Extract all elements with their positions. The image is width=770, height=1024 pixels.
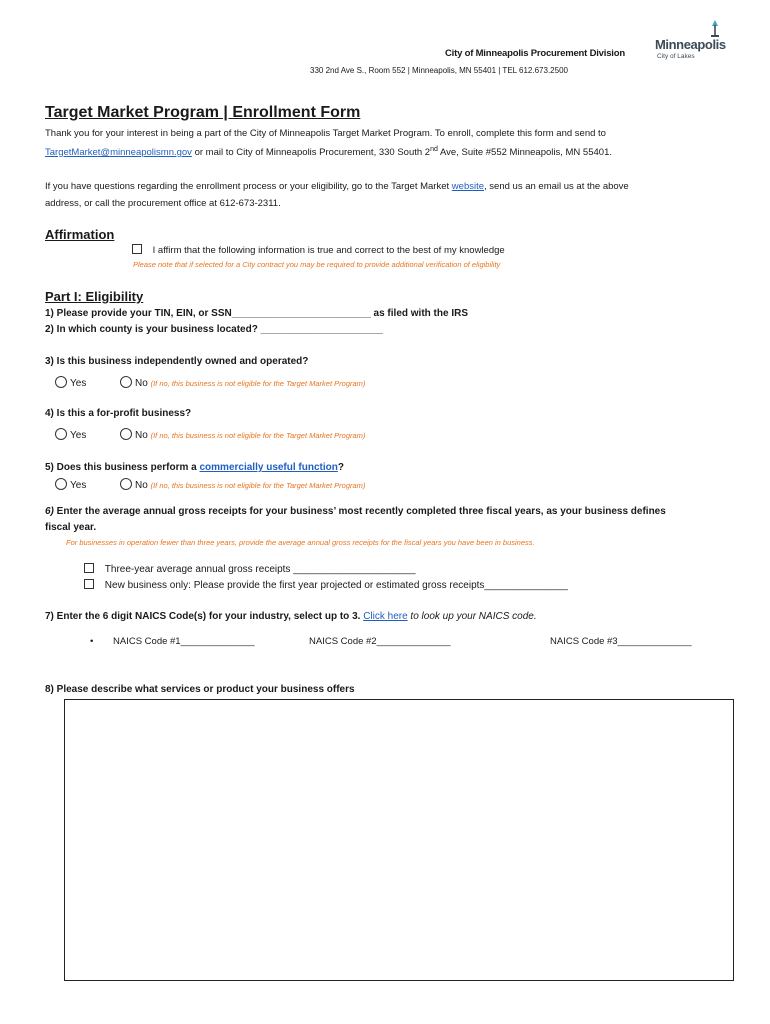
intro-line-1: Thank you for your interest in being a part of the City of Minneapolis Target Market Program. To enroll, complete this form and send to <box>45 128 606 139</box>
page-title: Target Market Program | Enrollment Form <box>45 104 361 121</box>
question-6-text: Enter the average annual gross receipts for your business’ most recently completed three fiscal years, as your business defines <box>53 506 666 517</box>
question-2: 2) In which county is your business located? ______________________ <box>45 324 383 335</box>
intro-line-3-text: If you have questions regarding the enrollment process or your eligibility, go to the Target Market <box>45 181 452 192</box>
intro-superscript: nd <box>430 146 438 153</box>
q3-yes-label: Yes <box>70 378 87 389</box>
q3-no-radio[interactable] <box>120 376 132 388</box>
question-8: 8) Please describe what services or product your business offers <box>45 684 355 695</box>
question-6-note: For businesses in operation fewer than three years, provide the average annual gross receipts for the fiscal years you have been in business. <box>66 538 535 547</box>
q4-no-option[interactable] <box>120 428 365 441</box>
intro-line-4: address, or call the procurement office at 612-673-2311. <box>45 198 281 209</box>
q4-no-radio[interactable] <box>120 428 132 440</box>
q6-option-1[interactable] <box>84 563 416 575</box>
question-6-number: 6) <box>45 506 54 517</box>
question-5 <box>45 462 344 473</box>
naics-code-3[interactable]: NAICS Code #3______________ <box>550 636 692 647</box>
intro-line-2 <box>45 146 612 158</box>
affirmation-checkbox[interactable] <box>132 244 142 254</box>
logo-subtitle: City of Lakes <box>657 53 695 60</box>
q5-yes-radio[interactable] <box>55 478 67 490</box>
header-division: City of Minneapolis Procurement Division <box>445 48 625 59</box>
website-link[interactable]: website <box>451 181 485 192</box>
naics-bullet-icon: • <box>90 636 94 647</box>
services-description-textarea[interactable] <box>64 699 734 981</box>
question-7-end: to look up your NAICS code. <box>407 611 537 622</box>
q4-yes-radio[interactable] <box>55 428 67 440</box>
minneapolis-logo <box>655 20 725 65</box>
affirmation-label: I affirm that the following information is true and correct to the best of my knowledge <box>152 245 505 256</box>
intro-line-2-end: Ave, Suite #552 Minneapolis, MN 55401. <box>437 147 612 159</box>
q4-no-label: No <box>135 430 148 441</box>
question-1: 1) Please provide your TIN, EIN, or SSN_________________________ as filed with the IRS <box>45 308 468 319</box>
q3-yes-option[interactable] <box>55 376 86 389</box>
question-4: 4) Is this a for-profit business? <box>45 408 192 419</box>
q5-no-radio[interactable] <box>120 478 132 490</box>
q5-yes-label: Yes <box>70 480 87 491</box>
question-6-line-2: fiscal year. <box>45 522 97 533</box>
q3-note: (If no, this business is not eligible for the Target Market Program) <box>150 379 366 388</box>
affirmation-heading: Affirmation <box>45 227 115 242</box>
q3-yes-radio[interactable] <box>55 376 67 388</box>
q3-no-option[interactable] <box>120 376 365 389</box>
question-7 <box>45 611 537 622</box>
q5-note: (If no, this business is not eligible for the Target Market Program) <box>150 481 366 490</box>
logo-word: Minneapolis <box>655 37 726 52</box>
question-3: 3) Is this business independently owned and operated? <box>45 356 309 367</box>
q5-yes-option[interactable] <box>55 478 86 491</box>
q3-no-label: No <box>135 378 148 389</box>
question-5-end: ? <box>337 462 344 473</box>
q6-option-2[interactable] <box>84 579 568 591</box>
part1-heading: Part I: Eligibility <box>45 289 144 304</box>
logo-mark-icon <box>711 20 719 38</box>
affirmation-row <box>132 244 505 256</box>
commercially-useful-function-link[interactable]: commercially useful function <box>199 462 338 473</box>
header-address: 330 2nd Ave S., Room 552 | Minneapolis, MN 55401 | TEL 612.673.2500 <box>310 66 568 75</box>
q5-no-label: No <box>135 480 148 491</box>
q6-option-1-checkbox[interactable] <box>84 563 94 573</box>
question-7-text: 7) Enter the 6 digit NAICS Code(s) for your industry, select up to 3. <box>45 611 364 622</box>
intro-line-3-end: , send us an email us at the above <box>484 181 629 192</box>
email-link[interactable]: TargetMarket@minneapolismn.gov <box>45 147 192 159</box>
q5-no-option[interactable] <box>120 478 365 491</box>
question-6-line-1 <box>45 506 666 517</box>
naics-code-1[interactable]: NAICS Code #1______________ <box>113 636 255 647</box>
naics-click-here-link[interactable]: Click here <box>363 611 408 622</box>
intro-line-3 <box>45 181 629 192</box>
q6-option-1-label: Three-year average annual gross receipts ______________________ <box>104 564 416 575</box>
question-5-text: 5) Does this business perform a <box>45 462 200 473</box>
q4-yes-label: Yes <box>70 430 87 441</box>
q4-yes-option[interactable] <box>55 428 86 441</box>
q6-option-2-checkbox[interactable] <box>84 579 94 589</box>
q6-option-2-label: New business only: Please provide the first year projected or estimated gross receipts_______________ <box>104 580 568 591</box>
affirmation-note: Please note that if selected for a City contract you may be required to provide additional verification of eligibility <box>133 260 501 269</box>
naics-code-2[interactable]: NAICS Code #2______________ <box>309 636 451 647</box>
intro-line-2-text: or mail to City of Minneapolis Procurement, 330 South 2 <box>191 147 431 159</box>
q4-note: (If no, this business is not eligible for the Target Market Program) <box>150 431 366 440</box>
